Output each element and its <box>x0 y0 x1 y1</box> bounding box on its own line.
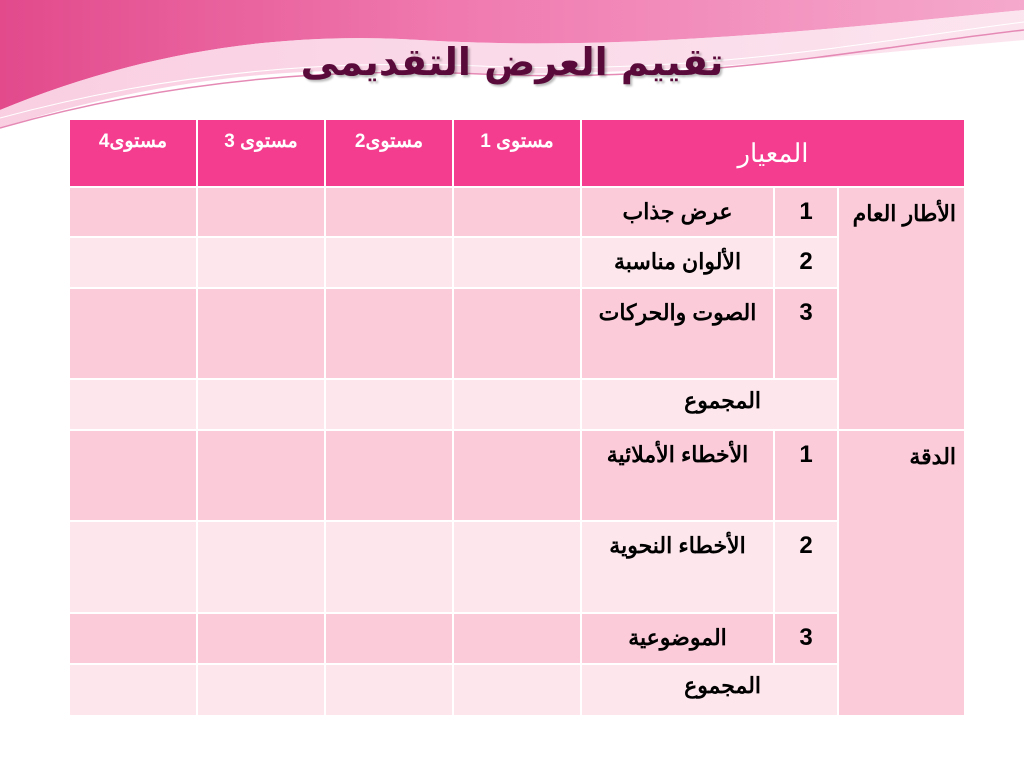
score-cell[interactable] <box>325 521 453 613</box>
score-cell[interactable] <box>197 664 325 716</box>
item-number: 1 <box>774 187 838 237</box>
table-row <box>69 379 965 430</box>
score-cell[interactable] <box>453 288 581 379</box>
total-label: المجموع <box>581 379 838 430</box>
score-cell[interactable] <box>69 521 197 613</box>
table-row <box>69 613 965 664</box>
criterion-cell: الصوت والحركات <box>581 288 774 379</box>
score-cell[interactable] <box>453 379 581 430</box>
criterion-cell: عرض جذاب <box>581 187 774 237</box>
criterion-cell: الأخطاء الأملائية <box>581 430 774 521</box>
score-cell[interactable] <box>197 237 325 288</box>
page-title: تقييم العرض التقديمى <box>300 40 724 84</box>
criterion-cell: الموضوعية <box>581 613 774 664</box>
table-row <box>69 521 965 613</box>
header-level-2: مستوى2 <box>325 119 453 187</box>
score-cell[interactable] <box>197 187 325 237</box>
score-cell[interactable] <box>69 237 197 288</box>
criterion-cell: الأخطاء النحوية <box>581 521 774 613</box>
score-cell[interactable] <box>69 288 197 379</box>
header-row <box>69 119 965 187</box>
header-criterion: المعيار <box>581 119 965 187</box>
header-level-3: مستوى 3 <box>197 119 325 187</box>
score-cell[interactable] <box>197 521 325 613</box>
score-cell[interactable] <box>197 288 325 379</box>
criterion-cell: الألوان مناسبة <box>581 237 774 288</box>
score-cell[interactable] <box>197 430 325 521</box>
score-cell[interactable] <box>453 237 581 288</box>
score-cell[interactable] <box>453 430 581 521</box>
section-label: الدقة <box>838 430 965 716</box>
score-cell[interactable] <box>69 664 197 716</box>
total-label: المجموع <box>581 664 838 716</box>
score-cell[interactable] <box>325 379 453 430</box>
table-row <box>69 430 965 521</box>
score-cell[interactable] <box>197 379 325 430</box>
score-cell[interactable] <box>197 613 325 664</box>
item-number: 2 <box>774 521 838 613</box>
item-number: 3 <box>774 613 838 664</box>
score-cell[interactable] <box>325 288 453 379</box>
score-cell[interactable] <box>325 187 453 237</box>
table-row <box>69 288 965 379</box>
rubric-table <box>68 118 966 717</box>
score-cell[interactable] <box>325 237 453 288</box>
score-cell[interactable] <box>325 430 453 521</box>
score-cell[interactable] <box>69 187 197 237</box>
score-cell[interactable] <box>453 613 581 664</box>
score-cell[interactable] <box>453 664 581 716</box>
table-row <box>69 237 965 288</box>
table-row <box>69 664 965 716</box>
section-label: الأطار العام <box>838 187 965 430</box>
score-cell[interactable] <box>325 664 453 716</box>
item-number: 2 <box>774 237 838 288</box>
score-cell[interactable] <box>69 613 197 664</box>
item-number: 1 <box>774 430 838 521</box>
table-row <box>69 187 965 237</box>
score-cell[interactable] <box>453 521 581 613</box>
score-cell[interactable] <box>69 430 197 521</box>
item-number: 3 <box>774 288 838 379</box>
header-level-1: مستوى 1 <box>453 119 581 187</box>
header-level-4: مستوى4 <box>69 119 197 187</box>
score-cell[interactable] <box>453 187 581 237</box>
score-cell[interactable] <box>325 613 453 664</box>
score-cell[interactable] <box>69 379 197 430</box>
